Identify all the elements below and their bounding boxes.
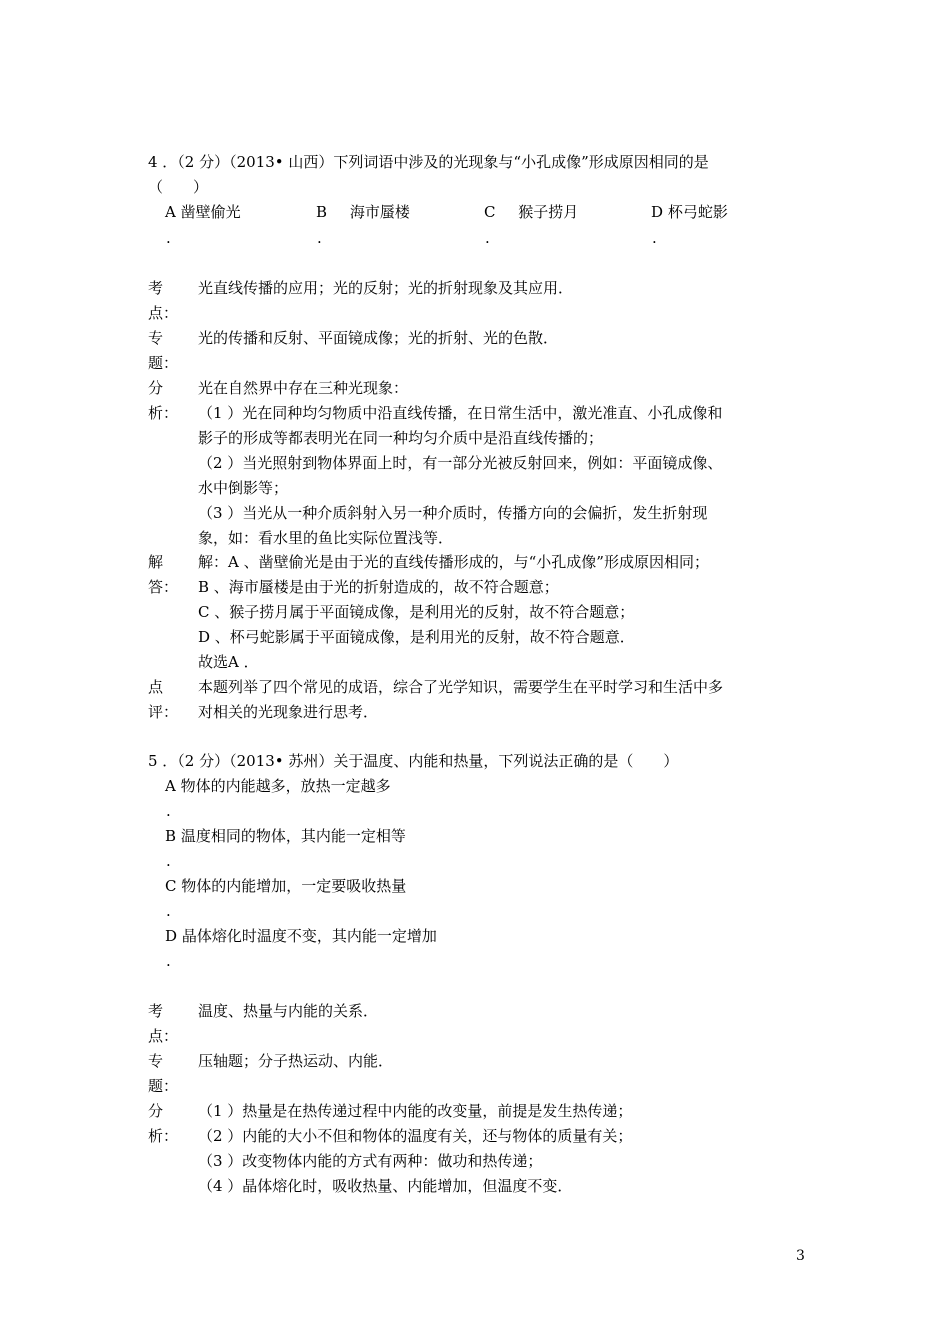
kaodian-label-2: 点：	[148, 304, 179, 322]
option-letter: D	[651, 203, 664, 221]
option-text: 物体的内能增加，一定要吸收热量	[181, 877, 407, 895]
option-dot: .	[166, 802, 171, 820]
q4-fenxi-line: 光在自然界中存在三种光现象：	[198, 379, 409, 397]
q5-option-b	[165, 824, 406, 849]
q5-fenxi-line: （2 ）内能的大小不但和物体的温度有关，还与物体的质量有关；	[198, 1127, 633, 1145]
jieda-label-1: 解	[148, 553, 164, 571]
q4-dianping-line: 本题列举了四个常见的成语，综合了光学知识，需要学生在平时学习和生活中多	[198, 678, 724, 696]
q5-stem-line1: 5 ．（2 分）（2013• 苏州）关于温度、内能和热量，下列说法正确的是（ ）	[148, 752, 679, 770]
option-dot: .	[652, 229, 657, 247]
zhuanti-label-2: 题：	[148, 1077, 179, 1095]
q4-fenxi-line: （2 ）当光照射到物体界面上时，有一部分光被反射回来，例如：平面镜成像、	[198, 454, 723, 472]
option-letter: C	[484, 203, 496, 221]
option-dot: .	[485, 229, 490, 247]
fenxi-label-2: 析：	[148, 1127, 179, 1145]
dianping-label-2: 评：	[148, 703, 179, 721]
q4-jieda-line: C 、猴子捞月属于平面镜成像，是利用光的反射，故不符合题意；	[198, 603, 635, 621]
zhuanti-label-1: 专	[148, 1052, 164, 1070]
fenxi-label-1: 分	[148, 1102, 164, 1120]
dianping-label-1: 点	[148, 678, 164, 696]
q4-stem-line2: （ ）	[148, 178, 209, 196]
kaodian-label-1: 考	[148, 1002, 164, 1020]
option-text: 猴子捞月	[518, 203, 579, 221]
q4-fenxi-line: 水中倒影等；	[198, 479, 289, 497]
option-text: 温度相同的物体，其内能一定相等	[180, 827, 406, 845]
q5-fenxi-line: （3 ）改变物体内能的方式有两种：做功和热传递；	[198, 1152, 543, 1170]
q4-fenxi-line: （3 ）当光从一种介质斜射入另一种介质时，传播方向的会偏折，发生折射现	[198, 504, 708, 522]
q4-jieda-line: 解：A 、凿壁偷光是由于光的直线传播形成的，与“小孔成像”形成原因相同；	[198, 553, 709, 571]
q4-stem-line1: 4 ．（2 分）（2013• 山西）下列词语中涉及的光现象与“小孔成像”形成原因相同的是	[148, 153, 709, 171]
q5-fenxi-line: （1 ）热量是在热传递过程中内能的改变量，前提是发生热传递；	[198, 1102, 633, 1120]
option-dot: .	[166, 852, 171, 870]
q4-option-c	[484, 200, 578, 225]
q5-zhuanti-text: 压轴题；分子热运动、内能．	[198, 1052, 394, 1070]
q4-kaodian-text: 光直线传播的应用；光的反射；光的折射现象及其应用．	[198, 279, 574, 297]
option-letter: A	[165, 777, 176, 795]
option-text: 物体的内能越多，放热一定越多	[180, 777, 391, 795]
q4-fenxi-line: 象，如：看水里的鱼比实际位置浅等．	[198, 529, 454, 547]
option-text: 杯弓蛇影	[667, 203, 728, 221]
option-dot: .	[317, 229, 322, 247]
q5-kaodian-text: 温度、热量与内能的关系．	[198, 1002, 379, 1020]
option-text: 凿壁偷光	[180, 203, 241, 221]
q4-option-b	[316, 200, 410, 225]
q4-fenxi-line: 影子的形成等都表明光在同一种均匀介质中是沿直线传播的；	[198, 429, 604, 447]
option-text: 海市蜃楼	[349, 203, 410, 221]
page-number: 3	[796, 1248, 805, 1264]
q4-zhuanti-text: 光的传播和反射、平面镜成像；光的折射、光的色散．	[198, 329, 559, 347]
q4-option-d	[651, 200, 728, 225]
option-dot: .	[166, 902, 171, 920]
option-letter: D	[165, 927, 178, 945]
q4-jieda-line: D 、杯弓蛇影属于平面镜成像，是利用光的反射，故不符合题意．	[198, 628, 635, 646]
jieda-label-2: 答：	[148, 578, 179, 596]
q5-option-d	[165, 924, 437, 949]
kaodian-label-1: 考	[148, 279, 164, 297]
option-dot: .	[166, 229, 171, 247]
zhuanti-label-2: 题：	[148, 354, 179, 372]
q5-option-a	[165, 774, 391, 799]
zhuanti-label-1: 专	[148, 329, 164, 347]
fenxi-label-1: 分	[148, 379, 164, 397]
kaodian-label-2: 点：	[148, 1027, 179, 1045]
option-letter: C	[165, 877, 177, 895]
option-letter: A	[165, 203, 176, 221]
q4-jieda-line: B 、海市蜃楼是由于光的折射造成的，故不符合题意；	[198, 578, 559, 596]
q4-fenxi-line: （1 ）光在同种均匀物质中沿直线传播，在日常生活中，激光准直、小孔成像和	[198, 404, 723, 422]
option-letter: B	[165, 827, 177, 845]
q4-jieda-line: 故选A ．	[198, 653, 259, 671]
q4-dianping-line: 对相关的光现象进行思考．	[198, 703, 379, 721]
q5-option-c	[165, 874, 406, 899]
q5-fenxi-line: （4 ）晶体熔化时，吸收热量、内能增加，但温度不变．	[198, 1177, 573, 1195]
option-letter: B	[316, 203, 328, 221]
option-text: 晶体熔化时温度不变，其内能一定增加	[181, 927, 437, 945]
option-dot: .	[166, 952, 171, 970]
fenxi-label-2: 析：	[148, 404, 179, 422]
q4-option-a	[165, 200, 241, 225]
